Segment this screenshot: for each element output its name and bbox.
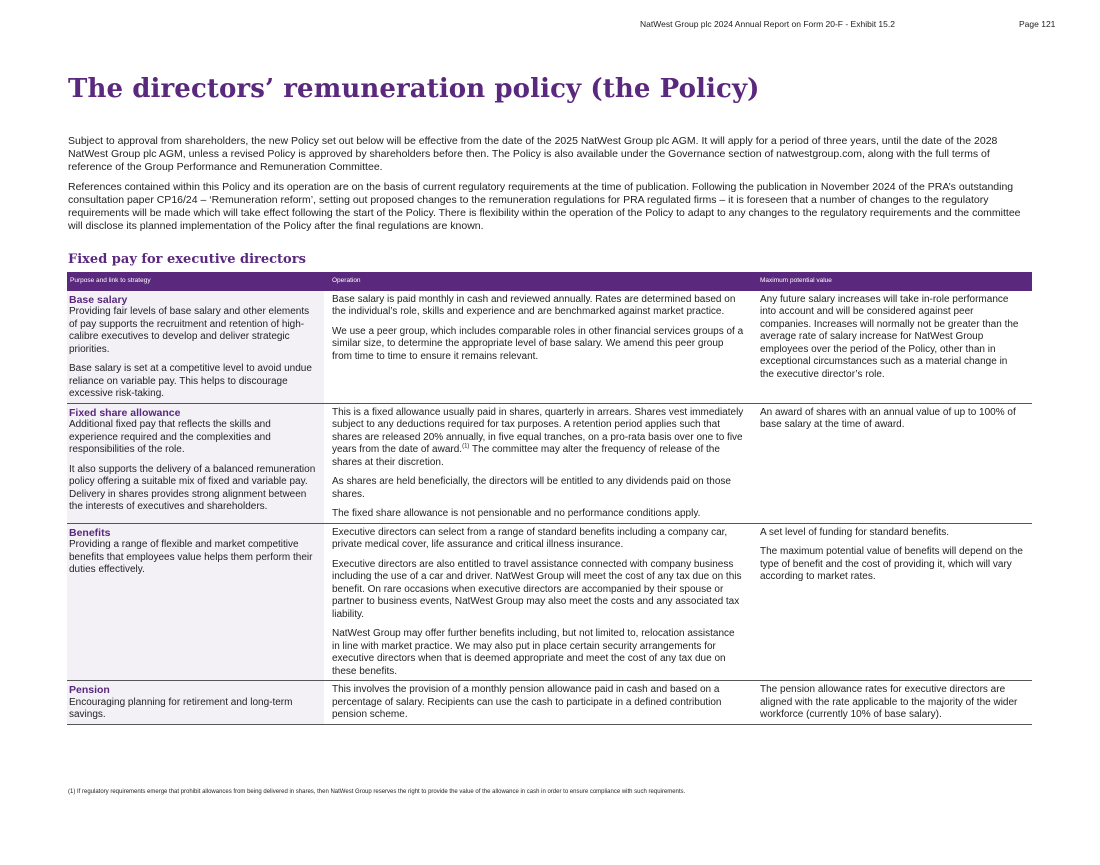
fixed-pay-table [67, 272, 1032, 725]
column-header-purpose: Purpose and link to strategy [67, 272, 324, 291]
maximum-text: Any future salary increases will take in-role performance into account and will be considered against peer companies. Increases will normally not be greater than the average rate of salary increase for NatWest Group employees over the period of the Policy, other than in exceptional circumstances such as a material change in the executive director’s role. [760, 293, 1019, 380]
operation-cell [324, 681, 752, 725]
maximum-cell [752, 681, 1032, 725]
purpose-cell [67, 523, 324, 681]
row-title: Fixed share allowance [69, 406, 181, 419]
maximum-cell [752, 403, 1032, 523]
operation-text: Executive directors are also entitled to travel assistance connected with company business including the use of a car and driver. NatWest Group will meet the cost of any tax due on this benefit. On rare occasions when executive directors are accompanied by their spouse or partner to business events, NatWest Group may also meet the costs and any associated tax liability. [332, 558, 742, 620]
maximum-cell [752, 291, 1032, 404]
page-title: The directors’ remuneration policy (the Policy) [68, 74, 760, 104]
purpose-text: Additional fixed pay that reflects the skills and experience required and the complexities and responsibilities of the role. [69, 419, 271, 455]
section-title: Fixed pay for executive directors [68, 252, 306, 267]
purpose-text: Providing a range of flexible and market competitive benefits that employees value helps them perform their duties effectively. [69, 539, 313, 575]
document-title: NatWest Group plc 2024 Annual Report on Form 20-F - Exhibit 15.2 [640, 19, 895, 29]
maximum-text: The maximum potential value of benefits will depend on the type of benefit and the cost of providing it, which will vary according to market rates. [760, 546, 1023, 582]
operation-cell [324, 523, 752, 681]
purpose-cell [67, 291, 324, 404]
purpose-text: It also supports the delivery of a balanced remuneration policy offering a suitable mix of fixed and variable pay. Delivery in shares provides strong alignment between the interests of executives and shareholders. [69, 463, 316, 512]
intro-paragraph: References contained within this Policy and its operation are on the basis of current regulatory requirements at the time of publication. Following the publication in November 2024 of the PRA’s outstanding consultation paper CP16/24 – ‘Remuneration reform’, setting out proposed changes to the remuneration regulations for PRA regulated firms – it is foreseen that a number of changes to the regulatory requirements will be made which will take effect following the start of the Policy. There is flexibility within the operation of the Policy to adapt to any changes to the regulatory requirements and the committee will disclose its planned implementation of the Policy after the final regulations are known. [68, 181, 1021, 232]
operation-text: This involves the provision of a monthly pension allowance paid in cash and based on a percentage of salary. Recipients can use the cash to participate in a defined contribution pension scheme. [332, 684, 722, 720]
purpose-text: Base salary is set at a competitive level to avoid undue reliance on variable pay. This helps to discourage excessive risk-taking. [69, 363, 312, 399]
column-header-operation: Operation [324, 272, 752, 291]
operation-text: Base salary is paid monthly in cash and reviewed annually. Rates are determined based on the individual’s role, skills and experience and are benchmarked against market practice. [332, 293, 736, 317]
table-row [67, 523, 1032, 681]
maximum-cell [752, 523, 1032, 681]
operation-text: We use a peer group, which includes comparable roles in other financial services groups of a similar size, to determine the appropriate level of base salary. We amend this peer group from time to time to ensure it remains relevant. [332, 325, 744, 362]
purpose-cell [67, 681, 324, 725]
operation-cell [324, 403, 752, 523]
maximum-text: A set level of funding for standard benefits. [760, 526, 950, 538]
intro-text [68, 135, 1033, 240]
page-header [0, 19, 1100, 33]
table-row [67, 681, 1032, 725]
row-title: Base salary [69, 293, 128, 306]
operation-text-tail: The committee may alter the frequency of release of the shares at their discretion. [332, 444, 720, 468]
purpose-text: Providing fair levels of base salary and other elements of pay supports the recruitment and retention of high-calibre executives to develop and deliver strategic priorities. [69, 306, 310, 355]
column-header-maximum: Maximum potential value [752, 272, 1032, 291]
operation-cell [324, 291, 752, 404]
operation-text-main: This is a fixed allowance usually paid in shares, quarterly in arrears. Shares vest immediately subject to any deductions required for tax purposes. A retention period applies such that shares are released 20% annually, in five equal tranches, on a pro-rata basis over one to five years from the date of award. [332, 406, 744, 455]
operation-text: As shares are held beneficially, the directors will be entitled to any dividends paid on those shares. [332, 476, 731, 500]
purpose-cell [67, 403, 324, 523]
operation-text: Executive directors can select from a range of standard benefits including a company car, private medical cover, life assurance and critical illness insurance. [332, 526, 728, 550]
footnote-ref: (1) [462, 443, 470, 450]
maximum-text: The pension allowance rates for executive directors are aligned with the rate applicable to the majority of the wider workforce (currently 10% of base salary). [760, 684, 1018, 720]
operation-text: NatWest Group may offer further benefits including, but not limited to, relocation assistance in line with market practice. We may also put in place certain security arrangements for executive directors when that is deemed appropriate and meet the cost of any tax due on these benefits. [332, 628, 735, 677]
operation-text [332, 407, 744, 470]
intro-paragraph: Subject to approval from shareholders, the new Policy set out below will be effective from the date of the 2025 NatWest Group plc AGM. It will apply for a period of three years, until the date of the 2028 NatWest Group plc AGM, unless a revised Policy is approved by shareholders before then. The Policy is also available under the Governance section of natwestgroup.com, along with the full terms of reference of the Group Performance and Remuneration Committee. [68, 135, 998, 173]
maximum-text: An award of shares with an annual value of up to 100% of base salary at the time of award. [760, 406, 1016, 430]
table-row [67, 403, 1032, 523]
row-title: Benefits [69, 526, 111, 539]
purpose-text: Encouraging planning for retirement and long-term savings. [69, 696, 293, 720]
table-row [67, 291, 1032, 404]
operation-text: The fixed share allowance is not pensionable and no performance conditions apply. [332, 508, 701, 519]
page-number: Page 121 [1019, 19, 1056, 29]
table-header-row [67, 272, 1032, 291]
footnote: (1) If regulatory requirements emerge that prohibit allowances from being delivered in shares, then NatWest Group reserves the right to provide the value of the allowance in cash in order to ensure compliance with such requirements. [68, 789, 686, 795]
row-title: Pension [69, 684, 110, 696]
